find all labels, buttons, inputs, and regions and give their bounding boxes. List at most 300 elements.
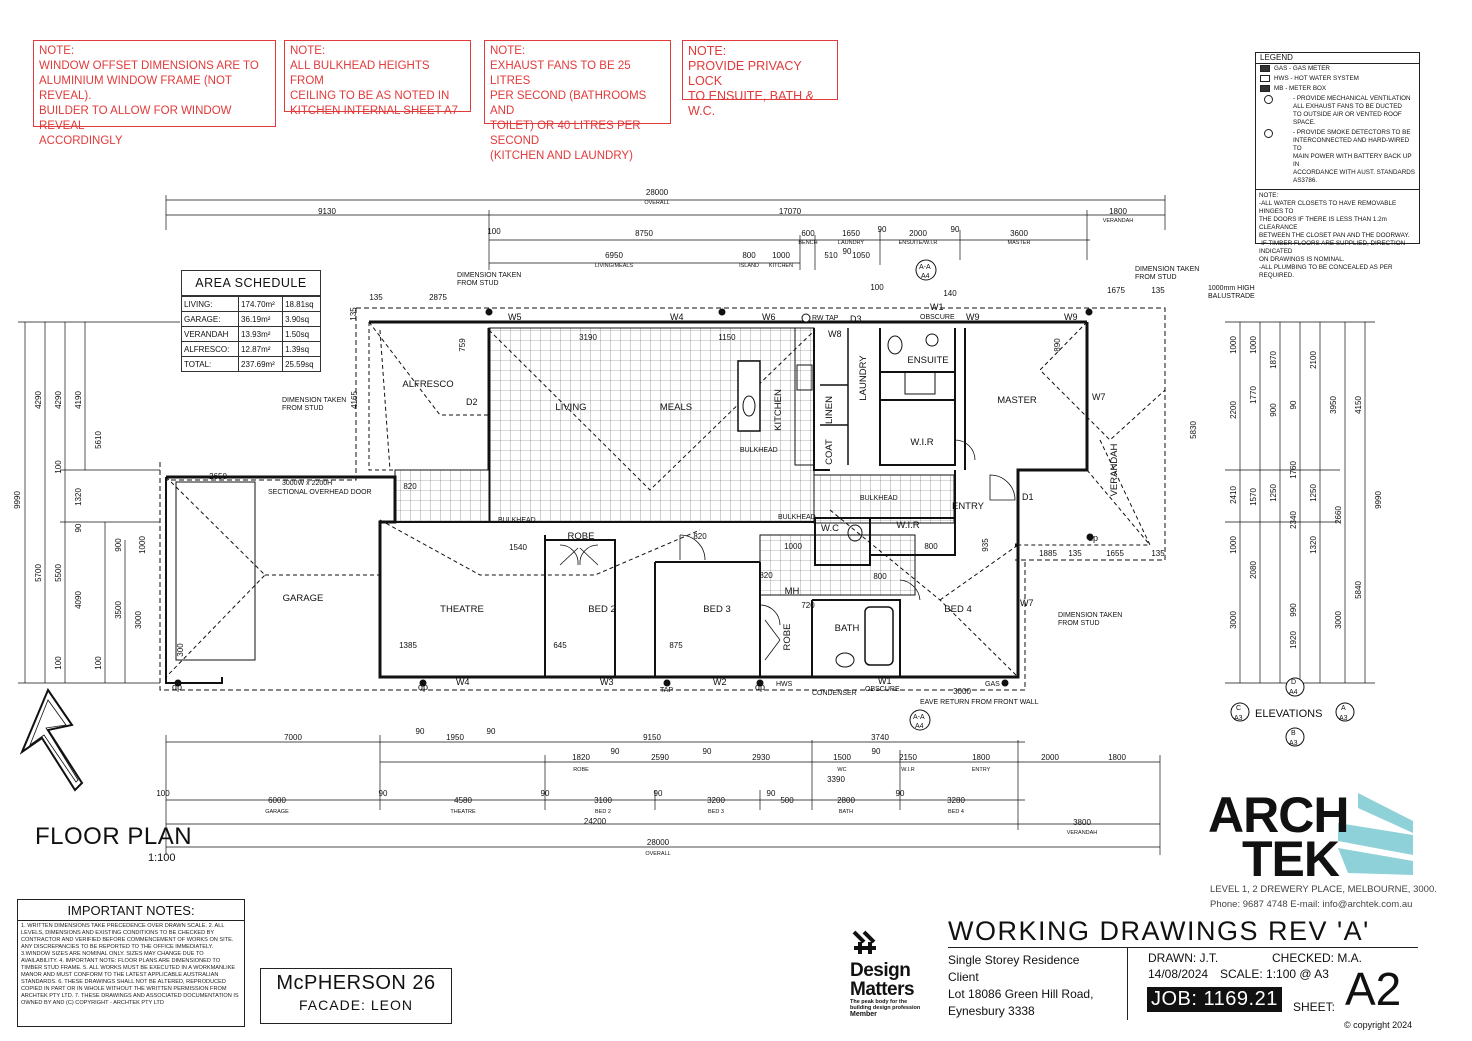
- dimension-label: BED 3: [708, 809, 724, 815]
- dimension: 3000: [134, 611, 143, 629]
- dimension: 4165: [350, 391, 359, 409]
- downpipe-label: dp: [418, 682, 429, 692]
- note-line: EXHAUST FANS TO BE 25 LITRES: [490, 60, 631, 87]
- legend-item-label: HWS - HOT WATER SYSTEM: [1274, 75, 1359, 82]
- company-address: LEVEL 1, 2 DREWERY PLACE, MELBOURNE, 3000.: [1210, 884, 1437, 895]
- dimension: 4190: [74, 391, 83, 409]
- window-label: W4: [456, 677, 470, 687]
- dimension: 2100: [1309, 351, 1318, 369]
- dimension: 1800: [972, 753, 990, 762]
- window-label: W3: [600, 677, 614, 687]
- dimension-label: ENTRY: [971, 767, 991, 773]
- dimension: 3100: [594, 796, 612, 805]
- dimension: 2150: [899, 753, 917, 762]
- plan-note: FROM STUD: [457, 280, 499, 287]
- dimension: 1500: [833, 753, 851, 762]
- dimension: 720: [801, 601, 815, 610]
- dimension-label: ISLAND: [739, 263, 759, 269]
- legend-item-label: MB - METER BOX: [1274, 85, 1327, 92]
- dimension: 90: [415, 727, 425, 736]
- dimension-label: OVERALL: [645, 851, 671, 857]
- dimension: 3740: [871, 733, 889, 742]
- obscure-label: OBSCURE: [920, 314, 955, 321]
- dimension: 1950: [446, 733, 464, 742]
- window-label: W9: [1064, 312, 1078, 322]
- window-label: W1: [878, 676, 892, 686]
- dimension: 2000: [1041, 753, 1059, 762]
- model-box: [260, 968, 452, 1024]
- project-line: Eynesbury 3338: [948, 1004, 1035, 1018]
- dimension: 1870: [1269, 351, 1278, 369]
- legend-note-line: -ALL PLUMBING TO BE CONCEALED AS PER REQUIRED.: [1259, 264, 1393, 279]
- dimension: 900: [1269, 403, 1278, 417]
- legend-note-line: -ALL WATER CLOSETS TO HAVE REMOVABLE HINGES TO: [1259, 200, 1397, 215]
- dimension: 900: [114, 538, 123, 552]
- area-cell: 18.81sq: [283, 297, 320, 312]
- sheet-label: SHEET:: [1293, 1000, 1336, 1014]
- dimension: 140: [943, 289, 957, 298]
- dimension: 1540: [509, 543, 527, 552]
- bulkhead-label: BULKHEAD: [498, 517, 536, 524]
- plan-note: DIMENSION TAKEN: [1135, 266, 1200, 273]
- dimension: 3950: [1329, 396, 1338, 414]
- note-line: (KITCHEN AND LAUNDRY): [490, 150, 633, 162]
- dimension: 100: [54, 656, 63, 670]
- section-marker-sheet: A4: [921, 273, 930, 280]
- dimension: 6000: [268, 796, 286, 805]
- section-marker: A-A: [919, 264, 931, 271]
- elevation-marker-d: D: [1291, 679, 1297, 686]
- dimension: 4290: [54, 391, 63, 409]
- door-label: D2: [466, 397, 478, 407]
- dimension: 28000: [645, 188, 669, 197]
- elevation-marker-a: A: [1341, 705, 1346, 712]
- dimension: 3800: [1073, 818, 1091, 827]
- legend-smoke-line: INTERCONNECTED AND HARD-WIRED TO: [1293, 137, 1410, 152]
- tiled-floor-hall: [395, 470, 490, 522]
- dimension: 3000: [1334, 611, 1343, 629]
- dimension: 935: [981, 538, 990, 552]
- checked-by: CHECKED: M.A.: [1272, 951, 1363, 965]
- door-label: D1: [1022, 492, 1034, 502]
- design-matters-icon: [850, 928, 880, 956]
- room-label-verandah: VERANDAH: [1109, 443, 1120, 497]
- dimension: 135: [1151, 549, 1165, 558]
- area-cell: 36.19m²: [239, 312, 283, 327]
- dimension: 2410: [1229, 486, 1238, 504]
- dimension: 1000: [784, 542, 802, 551]
- area-cell: ALFRESCO:: [182, 342, 239, 357]
- dimension-label: OVERALL: [644, 200, 670, 206]
- dimension: 2650: [209, 472, 227, 481]
- dimension: 5500: [54, 564, 63, 582]
- window-label: W5: [508, 312, 522, 322]
- dimension: 1800: [1109, 207, 1127, 216]
- dimension: 4580: [454, 796, 472, 805]
- area-cell: 12.87m²: [239, 342, 283, 357]
- dm-title: Matters: [850, 979, 915, 1000]
- dimension: 28000: [646, 838, 670, 847]
- downpipe-label: dp: [1088, 533, 1099, 543]
- drawn-by: DRAWN: J.T.: [1148, 951, 1219, 965]
- area-cell: TOTAL:: [182, 357, 239, 372]
- project-line: Client: [948, 970, 979, 984]
- note-line: WINDOW OFFSET DIMENSIONS ARE TO: [39, 60, 259, 72]
- dimension: 1000: [1229, 536, 1238, 554]
- door-label: D3: [850, 314, 862, 324]
- bulkhead-label: BULKHEAD: [778, 514, 816, 521]
- drawing-date: 14/08/2024: [1148, 967, 1209, 981]
- dimension: 1770: [1249, 386, 1258, 404]
- note-heading: NOTE:: [688, 44, 727, 58]
- dimension: 9130: [318, 207, 336, 216]
- window-label: W7: [1092, 392, 1106, 402]
- dimension: 90: [871, 747, 881, 756]
- dimension: 100: [487, 227, 501, 236]
- room-label-meals: MEALS: [659, 402, 693, 413]
- legend-smoke-line: ACCORDANCE WITH AUST. STANDARDS: [1293, 169, 1415, 176]
- dimension: 90: [378, 789, 388, 798]
- dimension-label: LAUNDRY: [837, 240, 865, 246]
- dimension-label: GARAGE: [265, 809, 289, 815]
- area-cell: 13.93m²: [239, 327, 283, 342]
- dimension: 2875: [429, 293, 447, 302]
- dimension: 100: [54, 460, 63, 474]
- sheet-number: A2: [1345, 963, 1402, 1015]
- downpipe-label: dp: [755, 682, 766, 692]
- dimension: 5830: [1189, 421, 1198, 439]
- dimension: 135: [369, 293, 383, 302]
- dimension: 135: [1068, 549, 1082, 558]
- project-line: Single Storey Residence: [948, 953, 1080, 967]
- room-label-wc: W.C: [821, 523, 839, 534]
- dimension: 5840: [1354, 581, 1363, 599]
- dimension: 3200: [707, 796, 725, 805]
- dimension: 100: [870, 283, 884, 292]
- dimension: 24200: [583, 817, 607, 826]
- dimension-label: BED 2: [595, 809, 611, 815]
- dimension: 1760: [1289, 461, 1298, 479]
- dimension: 90: [950, 225, 960, 234]
- elevation-marker-sheet: A4: [1289, 689, 1298, 696]
- dimension: 90: [895, 789, 905, 798]
- note-line: KITCHEN INTERNAL SHEET A7: [290, 105, 459, 117]
- dimension: 2340: [1289, 511, 1298, 529]
- room-label-bed2: BED 2: [588, 604, 616, 615]
- balustrade-note: 1000mm HIGH: [1208, 285, 1255, 292]
- dimension: 135: [349, 307, 358, 321]
- downpipe-label: dp: [172, 682, 183, 692]
- dimension: 9150: [643, 733, 661, 742]
- elevation-marker-sheet: A3: [1339, 715, 1348, 722]
- bulkhead-label: BULKHEAD: [860, 495, 898, 502]
- room-label-master: MASTER: [997, 395, 1037, 406]
- job-number: JOB: 1169.21: [1147, 987, 1282, 1012]
- dimension: 1250: [1269, 484, 1278, 502]
- dm-subtitle: building design profession: [850, 1005, 921, 1011]
- section-marker: A-A: [913, 714, 925, 721]
- legend-vent-line: ALL EXHAUST FANS TO BE DUCTED: [1293, 103, 1402, 110]
- dimension: 2080: [1249, 561, 1258, 579]
- section-marker-sheet: A4: [915, 723, 924, 730]
- room-label-bed4: BED 4: [944, 604, 972, 615]
- elevation-marker-sheet: A3: [1289, 740, 1298, 747]
- dimension: 2000: [909, 229, 927, 238]
- logo-line1: ARCH: [1208, 787, 1349, 843]
- note-line: ACCORDINGLY: [39, 135, 123, 147]
- dimension: 500: [780, 796, 794, 805]
- dimension: 3280: [947, 796, 965, 805]
- room-label-bath: BATH: [834, 623, 860, 634]
- dimension-label: MASTER: [1007, 240, 1031, 246]
- dimension: 135: [1151, 286, 1165, 295]
- note-heading: NOTE:: [290, 45, 326, 57]
- note-line: TO ENSUITE, BATH & W.C.: [688, 89, 814, 118]
- note-heading: NOTE:: [490, 45, 526, 57]
- dimension-label: WC: [837, 767, 847, 773]
- room-label-entry: ENTRY: [951, 501, 985, 512]
- dimension: 4290: [34, 391, 43, 409]
- area-cell: VERANDAH: [182, 327, 239, 342]
- area-cell: 3.90sq: [283, 312, 320, 327]
- plan-note: DIMENSION TAKEN: [457, 272, 522, 279]
- dimension: 1320: [1309, 536, 1318, 554]
- dimension: 90: [540, 789, 550, 798]
- window-label: W1: [930, 302, 944, 312]
- area-schedule-title: AREA SCHEDULE: [182, 271, 320, 296]
- dimension: 3390: [827, 775, 845, 784]
- note-line: ALUMINIUM WINDOW FRAME (NOT REVEAL).: [39, 75, 232, 102]
- dimension-label: BENCH: [798, 240, 818, 246]
- area-cell: 237.69m²: [239, 357, 283, 372]
- plan-note: DIMENSION TAKEN: [1058, 612, 1123, 619]
- legend-note-title: NOTE:: [1259, 192, 1279, 199]
- room-label-linen: LINEN: [824, 396, 835, 424]
- garage-door-size: 3000W x 2200H: [282, 480, 333, 487]
- eave-note: EAVE RETURN FROM FRONT WALL: [920, 699, 1039, 706]
- dimension: 90: [486, 727, 496, 736]
- dimension: 5610: [94, 431, 103, 449]
- dimension: 1150: [718, 333, 736, 342]
- dimension: 990: [1289, 603, 1298, 617]
- room-label-kitchen: KITCHEN: [773, 389, 784, 431]
- dimension: 90: [842, 247, 852, 256]
- dimension: 820: [403, 482, 417, 491]
- dimension: 8750: [635, 229, 653, 238]
- dimension: 800: [742, 251, 756, 260]
- room-label-garage: GARAGE: [282, 593, 324, 604]
- note-line: PER SECOND (BATHROOMS AND: [490, 90, 647, 117]
- dimension: 1675: [1107, 286, 1125, 295]
- dm-title: Design: [850, 960, 911, 981]
- dimension-label: BATH: [838, 809, 854, 815]
- window-label: W2: [713, 677, 727, 687]
- dimension: 1650: [842, 229, 860, 238]
- dimension-label: VERANDAH: [1066, 830, 1098, 836]
- plan-note: DIMENSION TAKEN: [282, 397, 347, 404]
- dimension: 90: [74, 523, 83, 533]
- dimension: 90: [766, 789, 776, 798]
- room-label-coat: COAT: [824, 439, 835, 465]
- legend-vent-line: TO OUTSIDE AIR OR VENTED ROOF SPACE.: [1293, 111, 1402, 126]
- elevations-label: ELEVATIONS: [1255, 708, 1323, 720]
- legend-vent-line: - PROVIDE MECHANICAL VENTILATION: [1293, 95, 1411, 102]
- room-label-mh: MH: [784, 586, 800, 597]
- dimension: 1885: [1039, 549, 1057, 558]
- room-label-robe: ROBE: [782, 623, 793, 651]
- dimension: 820: [759, 571, 773, 580]
- tap-label: TAP: [660, 687, 674, 694]
- dimension: 90: [877, 225, 887, 234]
- window-label: W7: [1020, 598, 1034, 608]
- title-divider: [1127, 948, 1128, 1020]
- area-cell: 174.70m²: [239, 297, 283, 312]
- window-label: W8: [828, 329, 842, 339]
- note-line: BUILDER TO ALLOW FOR WINDOW REVEAL: [39, 105, 232, 132]
- dimension: 510: [824, 251, 838, 260]
- company-contact: Phone: 9687 4748 E-mail: info@archtek.com.au: [1210, 899, 1413, 910]
- note-line: TOILET) OR 40 LITRES PER SECOND: [490, 120, 641, 147]
- dimension: 1000: [772, 251, 790, 260]
- note-line: ALL BULKHEAD HEIGHTS FROM: [290, 60, 430, 87]
- dimension: 1920: [1289, 631, 1298, 649]
- model-name: McPHERSON 26: [276, 972, 436, 994]
- dimension-label: LIVING/MEALS: [594, 263, 634, 269]
- dimension: 2590: [651, 753, 669, 762]
- project-details: [948, 952, 1093, 1020]
- dm-member: Member: [850, 1011, 877, 1018]
- area-cell: 1.50sq: [283, 327, 320, 342]
- important-notes-title: IMPORTANT NOTES:: [18, 900, 244, 921]
- room-label-theatre: THEATRE: [440, 604, 484, 615]
- dimension-label: KITCHEN: [768, 263, 794, 269]
- area-cell: GARAGE:: [182, 312, 239, 327]
- bulkhead-label: BULKHEAD: [740, 447, 778, 454]
- dimension: 645: [553, 641, 567, 650]
- dimension: 820: [693, 532, 707, 541]
- room-label-robe: ROBE: [567, 531, 595, 542]
- dimension: 4150: [1354, 396, 1363, 414]
- dimension: 3500: [114, 601, 123, 619]
- room-label-wir-bed4: W.I.R: [896, 520, 920, 531]
- archtek-logo: [1208, 787, 1349, 887]
- legend-smoke-line: - PROVIDE SMOKE DETECTORS TO BE: [1293, 129, 1411, 136]
- elevation-marker-sheet: A3: [1234, 715, 1243, 722]
- dimension: 300: [176, 643, 185, 657]
- dimension: 7000: [284, 733, 302, 742]
- dimension: 1000: [1249, 336, 1258, 354]
- dimension: 9990: [13, 491, 22, 509]
- condenser-label: CONDENSER: [812, 690, 857, 697]
- dimension: 1820: [572, 753, 590, 762]
- dimension-label: VERANDAH: [1102, 218, 1134, 224]
- dimension: 1570: [1249, 488, 1258, 506]
- room-label-ensuite: ENSUITE: [907, 355, 949, 366]
- dimension: 800: [873, 572, 887, 581]
- dimension: 1250: [1309, 484, 1318, 502]
- dimension: 890: [1053, 338, 1062, 352]
- area-cell: LIVING:: [182, 297, 239, 312]
- dimension: 759: [458, 338, 467, 352]
- dimension: 875: [669, 641, 683, 650]
- elevation-marker-c: C: [1236, 705, 1242, 712]
- project-line: Lot 18086 Green Hill Road,: [948, 987, 1094, 1001]
- dimension-label: ROBE: [573, 767, 589, 773]
- drawing-title: FLOOR PLAN: [35, 823, 193, 850]
- dimension: 100: [94, 656, 103, 670]
- dimension: 17070: [778, 207, 802, 216]
- area-cell: 25.59sq: [283, 357, 320, 372]
- legend-note-line: THE DOORS IF THERE IS LESS THAN 1.2m CLEARANCE: [1259, 216, 1387, 231]
- dimension: 1385: [399, 641, 417, 650]
- obscure-label: OBSCURE: [865, 686, 900, 693]
- legend-note-line: BETWEEN THE CLOSET PAN AND THE DOORWAY.: [1259, 232, 1410, 239]
- design-matters-logo: [850, 928, 920, 1018]
- dimension-label: BED 4: [948, 809, 964, 815]
- garage-door-type: SECTIONAL OVERHEAD DOOR: [268, 489, 372, 496]
- important-notes: [17, 899, 245, 1027]
- plan-note: FROM STUD: [282, 405, 324, 412]
- dimension: 9990: [1374, 491, 1383, 509]
- window-label: W6: [762, 312, 776, 322]
- dm-subtitle: The peak body for the: [850, 999, 908, 1005]
- rw-tap-label: RW TAP: [812, 315, 839, 322]
- dimension: 3600: [1010, 229, 1028, 238]
- dimension: 4090: [74, 591, 83, 609]
- dimension: 2660: [1334, 506, 1343, 524]
- room-label-living: LIVING: [555, 402, 587, 413]
- dimension: 1800: [1108, 753, 1126, 762]
- dimension: 1050: [852, 251, 870, 260]
- dimension: 3190: [579, 333, 597, 342]
- dimension: 100: [156, 789, 170, 798]
- dimension-label: W.I.R: [901, 767, 915, 773]
- plan-note: FROM STUD: [1058, 620, 1100, 627]
- legend-title: LEGEND: [1256, 53, 1419, 64]
- window-label: W4: [670, 312, 684, 322]
- dimension: 90: [702, 747, 712, 756]
- dimension: 90: [1289, 400, 1298, 410]
- gas-label: GAS: [985, 681, 1000, 688]
- important-notes-body: 1. WRITTEN DIMENSIONS TAKE PRECEDENCE OVER DRAWN SCALE. 2. ALL LEVELS, DIMENSIONS AND EXISTING CONDITIONS TO BE CHECKED BY CONTRACTOR AND VERIFIED BEFORE COMMENCEMENT OF WORKS ON SITE. ANY DISCREPANCIES TO BE REPORTED TO THE OFFICE IMMEDIATELY. 3.WINDOW SIZES ARE NOMINAL ONLY. SIZES MAY CHANGE DUE TO AVAILABILITY. 4. IMPORTANT NOTE: FLOOR PLANS ARE DIMENSIONED TO TIMBER STUD FRAME. 5. ALL WORKS MUST BE EXECUTED IN A WORKMANLIKE MANOR AND MUST CONFORM TO THE LATEST APPLICABLE AUSTRALIAN STANDARDS. 6. THESE DRAWINGS SHALL NOT BE ALTERED, REPRODUCED COPIED IN PART OR IN WHOLE WITHOUT THE WRITTEN PERMISSION FROM ARCHTEK PTY LTD. 7. THESE DRAWINGS AND ASSOCIATED DOCUMENTATION IS OWNED BY AND (C) COPYRIGHT - ARCHTEK PTY LTD: [21, 923, 239, 1006]
- room-label-laundry: LAUNDRY: [858, 355, 869, 401]
- area-cell: 1.39sq: [283, 342, 320, 357]
- dimension: 1000: [1229, 336, 1238, 354]
- hws-label: HWS: [776, 681, 793, 688]
- dimension: 2930: [752, 753, 770, 762]
- dimension: 600: [801, 229, 815, 238]
- window-label: W9: [966, 312, 980, 322]
- dimension: 1000: [138, 536, 147, 554]
- dimension-label: ENSUITE/W.I.R: [898, 240, 938, 246]
- room-label-alfresco: ALFRESCO: [402, 379, 454, 390]
- dimension: 800: [924, 542, 938, 551]
- dimension: 2800: [837, 796, 855, 805]
- legend-item-label: GAS - GAS METER: [1274, 65, 1330, 72]
- dimension: 90: [610, 747, 620, 756]
- note-line: PROVIDE PRIVACY LOCK: [688, 59, 802, 88]
- dimension: 6950: [605, 251, 623, 260]
- legend-note-line: ON DRAWINGS IS NOMINAL.: [1259, 256, 1345, 263]
- plan-note: FROM STUD: [1135, 274, 1177, 281]
- dimension: 2200: [1229, 401, 1238, 419]
- balustrade-note: BALUSTRADE: [1208, 293, 1255, 300]
- working-drawings-title: WORKING DRAWINGS REV 'A': [948, 916, 1418, 948]
- tiled-floor-living: [489, 328, 814, 522]
- copyright: © copyright 2024: [1344, 1020, 1413, 1030]
- facade-name: FACADE: LEON: [299, 997, 413, 1013]
- drawing-scale-info: SCALE: 1:100 @ A3: [1220, 967, 1329, 981]
